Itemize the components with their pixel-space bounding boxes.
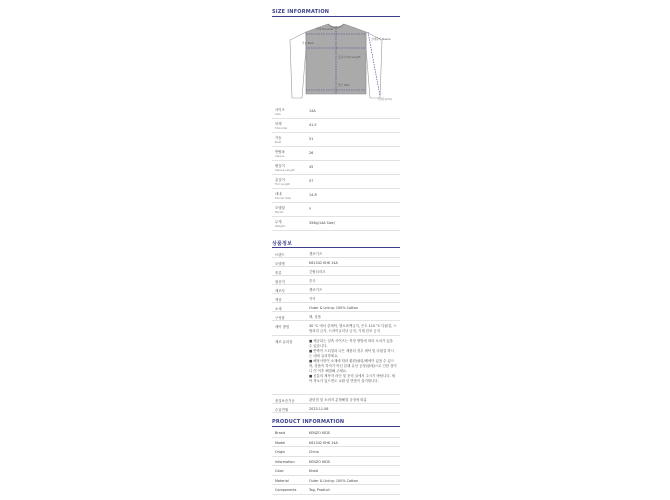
product-info-en-row bbox=[272, 476, 400, 486]
product-info-ko-label: 브랜드 bbox=[275, 253, 285, 257]
product-info-en-title: PRODUCT INFORMATION bbox=[272, 419, 345, 425]
product-info-en-row bbox=[272, 457, 400, 467]
size-row-label-ko: 사이즈 bbox=[275, 108, 285, 112]
product-info-en-label: Model bbox=[275, 440, 286, 445]
product-info-en-value: KENZO KIDS bbox=[309, 431, 330, 435]
product-info-ko-value: Outer & Lining: 100% Cotton bbox=[309, 306, 358, 310]
size-row bbox=[272, 174, 400, 189]
size-row-value: 14A bbox=[309, 109, 316, 113]
product-info-ko-label: 모델명 bbox=[275, 262, 285, 266]
size-row-label-en: Shoulder bbox=[275, 126, 288, 130]
size-row-label-en: Sleeve Length bbox=[275, 168, 295, 172]
chest-label: 가슴 Bust bbox=[302, 42, 314, 45]
product-info-ko-label: 세탁 방법 bbox=[275, 325, 290, 329]
product-info-en-value: Khaki bbox=[309, 469, 319, 473]
size-row-label-en: Sleeve bbox=[275, 154, 285, 158]
product-info-en-label: Information bbox=[275, 459, 295, 464]
product-info-ko-value: 관련법 및 소비자 분쟁해결 규정에 따름 bbox=[309, 398, 367, 402]
size-row-label-ko: 무게 bbox=[275, 220, 282, 224]
size-row-value: 45 bbox=[309, 165, 314, 169]
size-row-value: 14-R bbox=[309, 193, 317, 197]
size-row bbox=[272, 104, 400, 119]
product-info-ko-label: 구성품 bbox=[275, 316, 285, 320]
product-info-en-value: K61342 KHK 14A bbox=[309, 440, 338, 445]
product-info-ko-row bbox=[272, 312, 400, 321]
product-info-ko-label: 제조사 bbox=[275, 289, 285, 293]
size-row bbox=[272, 132, 400, 147]
product-info-ko-divider bbox=[272, 247, 400, 248]
product-info-ko-row bbox=[272, 267, 400, 276]
product-info-en-row bbox=[272, 447, 400, 457]
product-info-ko-label: 색상 bbox=[275, 298, 282, 302]
product-info-ko-value: 중국 bbox=[309, 279, 316, 283]
size-row bbox=[272, 216, 400, 231]
size-row-label-en: Fanner Size bbox=[275, 196, 292, 200]
product-info-en-divider bbox=[272, 426, 400, 427]
size-row bbox=[272, 160, 400, 175]
product-info-ko-label: 종류 bbox=[275, 271, 282, 275]
product-info-en-value: KENZO KIDS bbox=[309, 459, 330, 464]
size-row-value: 51 bbox=[309, 137, 314, 141]
product-info-ko-value: 겐조키즈 bbox=[309, 288, 323, 292]
size-row-label-en: Weight bbox=[275, 224, 285, 228]
product-info-en-row bbox=[272, 466, 400, 476]
product-info-ko-value: 카키 bbox=[309, 297, 316, 301]
shoulder-label: 어깨 Shoulder bbox=[316, 28, 334, 31]
product-info-ko-row bbox=[272, 276, 400, 285]
size-section-divider bbox=[272, 16, 400, 17]
product-info-en-row bbox=[272, 485, 400, 495]
product-info-ko-title: 상품정보 bbox=[272, 241, 293, 247]
product-info-ko-label: 원산지 bbox=[275, 280, 285, 284]
product-info-ko-row bbox=[272, 395, 400, 404]
size-row-label-ko: 모델컷 bbox=[275, 206, 285, 210]
product-info-en-label: Origin bbox=[275, 450, 286, 454]
size-row-value: Y bbox=[309, 207, 312, 211]
size-row-value: 26 bbox=[309, 151, 314, 155]
product-info-en-value: Tag, Product bbox=[309, 488, 330, 492]
product-info-ko-row bbox=[272, 294, 400, 303]
unit-note: 단위:(cm) bbox=[378, 97, 392, 101]
size-row-label-ko: 내내 bbox=[275, 192, 282, 196]
size-row-label-en: Bust bbox=[275, 140, 282, 144]
size-row-label-ko: 팔길이 bbox=[275, 164, 285, 168]
product-info-ko-value: 30 °C 에서 중세탁, 염소표백금지, 은도 110 °C 다림질, 스팀처리 금지, 드라이클리닝 금지, 기계 건조 금지 bbox=[309, 324, 397, 333]
product-info-en-label: Components bbox=[275, 488, 297, 492]
product-info-ko-row bbox=[272, 249, 400, 258]
size-row-label-ko: 가슴 bbox=[275, 136, 282, 140]
size-row bbox=[272, 118, 400, 133]
full-length-label: 총길이 Full Length bbox=[338, 56, 361, 59]
size-row bbox=[272, 146, 400, 161]
product-info-en-value: Outer & Lining: 100% Cotton bbox=[309, 478, 358, 483]
product-info-en-row bbox=[272, 438, 400, 448]
product-info-ko-value: 긴팔티셔츠 bbox=[309, 270, 326, 274]
product-info-en-label: Material bbox=[275, 478, 289, 483]
size-row-label-en: Model bbox=[275, 210, 284, 214]
size-row-value: 356g(14A Size) bbox=[309, 221, 335, 225]
size-row-value: 57 bbox=[309, 179, 314, 183]
product-info-ko-row bbox=[272, 321, 400, 336]
size-row bbox=[272, 188, 400, 203]
sleeve-label: 소매길이 Sleeve bbox=[371, 38, 391, 41]
product-info-ko-row bbox=[272, 303, 400, 312]
product-info-ko-value: K61342 KHK 14A bbox=[309, 261, 338, 265]
product-info-ko-row bbox=[272, 404, 400, 413]
product-info-en-value: China bbox=[309, 450, 319, 454]
product-info-ko-value: 2023.11.06 bbox=[309, 407, 329, 411]
product-info-ko-label: 품질보증기준 bbox=[275, 399, 295, 403]
size-row-label-ko: 총길이 bbox=[275, 178, 285, 182]
product-info-ko-row bbox=[272, 285, 400, 294]
size-row-label-ko: 반팔폭 bbox=[275, 150, 285, 154]
product-info-ko-row bbox=[272, 258, 400, 267]
size-row-label-ko: 어깨 bbox=[275, 122, 282, 126]
product-info-en-label: Brand bbox=[275, 431, 286, 435]
product-info-ko-label: 소재 bbox=[275, 307, 282, 311]
size-row bbox=[272, 202, 400, 217]
size-section-title: SIZE INFORMATION bbox=[272, 9, 330, 15]
garment-size-diagram bbox=[272, 18, 400, 102]
size-row-label-en: Size bbox=[275, 112, 281, 116]
product-info-ko-value: 겐조키즈 bbox=[309, 252, 323, 256]
product-info-ko-label: 수입연월 bbox=[275, 408, 289, 412]
product-info-ko-label: 제조 유의점 bbox=[275, 340, 293, 344]
product-info-ko-value: 택, 상품 bbox=[309, 315, 321, 319]
hem-label: 밑단 Hem bbox=[338, 84, 350, 87]
product-info-en-label: Color bbox=[275, 469, 284, 473]
product-info-en-row bbox=[272, 428, 400, 438]
product-info-ko-value: ■ 제공되는 실측 사이즈는 측정 방법에 따라 오차가 있을 수 있습니다. ■ 반짝이 스티칭과 나은 제품의 경우 세탁 및 다림질 하시는 데에 유의하세요. ■ 해당사항이 소재에 따라 환편/필링/배에이 있을 수 있으며, 상품이 하자가 아닌 본래 유선 공정(판매)으로 인한 점이니 이 이후 해결해 주세요. ■ 공통의 제작자 라인 및 문의 실에서 주시기 바랍니다. 세탁 착오가 있으면도 교환 및 반품이 불가합니다. bbox=[309, 339, 397, 383]
size-row-label-en: Full Length bbox=[275, 182, 291, 186]
product-info-ko-row bbox=[272, 336, 400, 395]
size-row-value: 41.5 bbox=[309, 123, 317, 127]
